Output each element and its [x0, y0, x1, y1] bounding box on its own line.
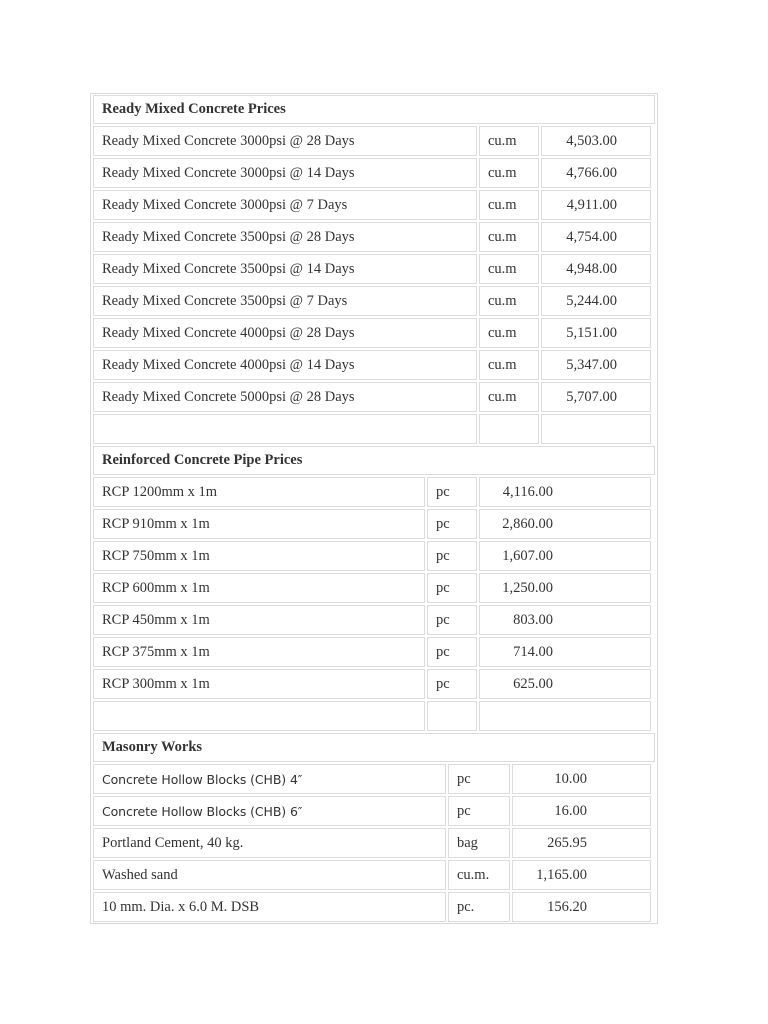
item-price: 4,754.00 [541, 222, 651, 252]
item-unit: cu.m [479, 350, 539, 380]
item-unit: pc [427, 573, 477, 603]
item-price: 4,948.00 [541, 254, 651, 284]
item-name: RCP 450mm x 1m [93, 605, 425, 635]
item-name: Ready Mixed Concrete 3500psi @ 14 Days [93, 254, 477, 284]
table-row [91, 508, 657, 540]
empty-cell [479, 414, 539, 444]
item-name: RCP 1200mm x 1m [93, 477, 425, 507]
item-name: Concrete Hollow Blocks (CHB) 6″ [93, 796, 446, 826]
item-price: 4,766.00 [541, 158, 651, 188]
item-unit: cu.m [479, 254, 539, 284]
item-price: 5,244.00 [541, 286, 651, 316]
table-row [91, 763, 657, 795]
item-name: RCP 750mm x 1m [93, 541, 425, 571]
table-row [91, 221, 657, 253]
item-price: 4,911.00 [541, 190, 651, 220]
item-unit: pc. [448, 892, 510, 922]
item-unit: cu.m [479, 158, 539, 188]
item-price: 5,151.00 [541, 318, 651, 348]
table-row [91, 859, 657, 891]
item-price: 16.00 [512, 796, 651, 826]
item-name: Ready Mixed Concrete 3500psi @ 7 Days [93, 286, 477, 316]
item-unit: pc [448, 764, 510, 794]
empty-cell [93, 701, 425, 731]
table-row [91, 540, 657, 572]
table-row [91, 285, 657, 317]
item-unit: pc [448, 796, 510, 826]
item-unit: pc [427, 541, 477, 571]
item-price: 5,707.00 [541, 382, 651, 412]
item-price: 1,250.00 [479, 573, 651, 603]
item-price: 5,347.00 [541, 350, 651, 380]
section-header-row [91, 94, 657, 125]
item-unit: cu.m [479, 126, 539, 156]
empty-cell [93, 414, 477, 444]
item-price: 803.00 [479, 605, 651, 635]
item-price: 156.20 [512, 892, 651, 922]
section-title: Masonry Works [93, 733, 655, 762]
item-name: Ready Mixed Concrete 3000psi @ 14 Days [93, 158, 477, 188]
item-price: 4,503.00 [541, 126, 651, 156]
item-price: 625.00 [479, 669, 651, 699]
table-row [91, 157, 657, 189]
item-price: 1,607.00 [479, 541, 651, 571]
table-row [91, 572, 657, 604]
item-unit: pc [427, 509, 477, 539]
item-unit: cu.m [479, 318, 539, 348]
item-name: Ready Mixed Concrete 4000psi @ 14 Days [93, 350, 477, 380]
table-row [91, 189, 657, 221]
item-name: Ready Mixed Concrete 5000psi @ 28 Days [93, 382, 477, 412]
item-name: Portland Cement, 40 kg. [93, 828, 446, 858]
item-name: Ready Mixed Concrete 3000psi @ 7 Days [93, 190, 477, 220]
item-name: RCP 910mm x 1m [93, 509, 425, 539]
item-price: 4,116.00 [479, 477, 651, 507]
item-price: 714.00 [479, 637, 651, 667]
item-name: 10 mm. Dia. x 6.0 M. DSB [93, 892, 446, 922]
price-list-table [90, 93, 658, 924]
item-name: Washed sand [93, 860, 446, 890]
table-row [91, 381, 657, 413]
table-row [91, 668, 657, 700]
table-row [91, 795, 657, 827]
item-unit: bag [448, 828, 510, 858]
table-row [91, 891, 657, 923]
item-price: 1,165.00 [512, 860, 651, 890]
item-unit: cu.m [479, 382, 539, 412]
item-price: 2,860.00 [479, 509, 651, 539]
item-unit: pc [427, 669, 477, 699]
table-row [91, 636, 657, 668]
table-row [91, 317, 657, 349]
item-name: RCP 375mm x 1m [93, 637, 425, 667]
section-title: Ready Mixed Concrete Prices [93, 95, 655, 124]
item-name: RCP 300mm x 1m [93, 669, 425, 699]
item-name: Ready Mixed Concrete 3000psi @ 28 Days [93, 126, 477, 156]
empty-row [91, 700, 657, 732]
table-row [91, 476, 657, 508]
table-row [91, 349, 657, 381]
item-name: Ready Mixed Concrete 4000psi @ 28 Days [93, 318, 477, 348]
section-header-row [91, 445, 657, 476]
item-name: RCP 600mm x 1m [93, 573, 425, 603]
item-unit: cu.m. [448, 860, 510, 890]
empty-cell [541, 414, 651, 444]
item-unit: cu.m [479, 286, 539, 316]
section-header-row [91, 732, 657, 763]
item-price: 10.00 [512, 764, 651, 794]
item-name: Concrete Hollow Blocks (CHB) 4″ [93, 764, 446, 794]
section-title: Reinforced Concrete Pipe Prices [93, 446, 655, 475]
item-unit: pc [427, 605, 477, 635]
item-unit: cu.m [479, 190, 539, 220]
empty-cell [427, 701, 477, 731]
item-unit: pc [427, 637, 477, 667]
item-unit: cu.m [479, 222, 539, 252]
empty-row [91, 413, 657, 445]
item-unit: pc [427, 477, 477, 507]
table-row [91, 253, 657, 285]
table-row [91, 604, 657, 636]
item-name: Ready Mixed Concrete 3500psi @ 28 Days [93, 222, 477, 252]
item-price: 265.95 [512, 828, 651, 858]
table-row [91, 125, 657, 157]
table-row [91, 827, 657, 859]
empty-cell [479, 701, 651, 731]
